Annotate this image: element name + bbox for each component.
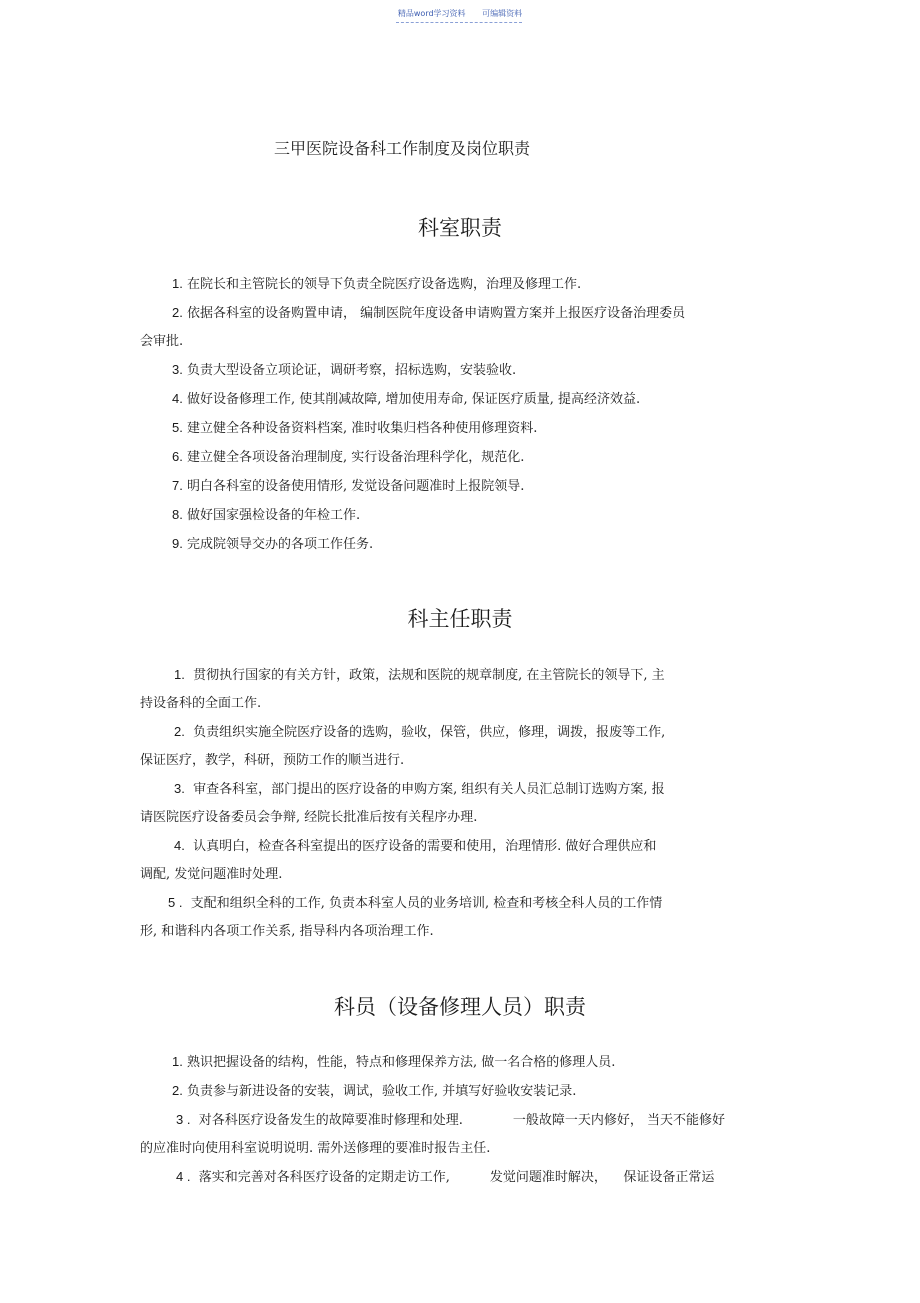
section-title-office-duties: 科室职责 bbox=[418, 216, 502, 240]
list-item: 1. 在院长和主管院长的领导下负责全院医疗设备选购，治理及修理工作. bbox=[172, 276, 582, 292]
list-item-continuation: 形, 和谐科内各项工作关系, 指导科内各项治理工作. bbox=[140, 924, 434, 939]
list-item: 2. 负责组织实施全院医疗设备的选购，验收，保管，供应，修理，调拨，报废等工作, bbox=[174, 724, 666, 740]
header-left-text: 精品word学习资料 bbox=[397, 9, 466, 18]
list-item: 2. 负责参与新进设备的安装，调试，验收工作, 并填写好验收安装记录. bbox=[172, 1083, 577, 1099]
list-item-continuation: 会审批. bbox=[140, 334, 184, 349]
section-title-director-duties: 科主任职责 bbox=[407, 607, 513, 631]
list-item: 3. 负责大型设备立项论证，调研考察，招标选购，安装验收. bbox=[172, 362, 517, 378]
list-item-continuation: 持设备科的全面工作. bbox=[140, 696, 262, 711]
list-item: 2. 依据各科室的设备购置申请， 编制医院年度设备申请购置方案并上报医疗设备治理委员 bbox=[172, 305, 686, 321]
list-item: 9. 完成院领导交办的各项工作任务. bbox=[172, 536, 374, 552]
header-right-text: 可编辑资料 bbox=[482, 9, 523, 18]
list-item-continuation: 保证医疗，教学，科研，预防工作的顺当进行. bbox=[140, 753, 405, 768]
list-item: 3. 审查各科室，部门提出的医疗设备的申购方案, 组织有关人员汇总制订选购方案, 报 bbox=[174, 781, 665, 797]
list-item-continuation: 的应准时向使用科室说明说明. 需外送修理的要准时报告主任. bbox=[140, 1141, 491, 1156]
list-item: 5 . 支配和组织全科的工作, 负责本科室人员的业务培训, 检查和考核全科人员的工作情 bbox=[168, 895, 663, 911]
list-item: 3 . 对各科医疗设备发生的故障要准时修理和处理. 一般故障一天内修好， 当天不能修好 bbox=[176, 1112, 726, 1128]
list-item: 1. 熟识把握设备的结构，性能，特点和修理保养方法, 做一名合格的修理人员. bbox=[172, 1054, 616, 1070]
section-director-duties-list bbox=[140, 661, 780, 946]
section-title-staff-duties: 科员（设备修理人员）职责 bbox=[334, 995, 586, 1019]
list-item: 5. 建立健全各种设备资料档案, 准时收集归档各种使用修理资料. bbox=[172, 420, 538, 436]
page-header bbox=[0, 8, 920, 19]
list-item: 7. 明白各科室的设备使用情形, 发觉设备问题准时上报院领导. bbox=[172, 478, 525, 494]
document-title: 三甲医院设备科工作制度及岗位职责 bbox=[274, 139, 531, 158]
header-divider bbox=[396, 22, 522, 23]
list-item: 4. 做好设备修理工作, 使其削减故障, 增加使用寿命, 保证医疗质量, 提高经济效益. bbox=[172, 391, 641, 407]
section-office-duties-list bbox=[140, 270, 780, 559]
list-item-continuation: 调配, 发觉问题准时处理. bbox=[140, 867, 283, 882]
list-item: 4. 认真明白，检查各科室提出的医疗设备的需要和使用，治理情形. 做好合理供应和 bbox=[174, 838, 657, 854]
list-item: 6. 建立健全各项设备治理制度, 实行设备治理科学化，规范化. bbox=[172, 449, 525, 465]
list-item: 1. 贯彻执行国家的有关方针，政策，法规和医院的规章制度, 在主管院长的领导下, 主 bbox=[174, 667, 665, 683]
list-item: 4 . 落实和完善对各科医疗设备的定期走访工作, 发觉问题准时解决， 保证设备正常运 bbox=[176, 1169, 715, 1185]
list-item-continuation: 请医院医疗设备委员会争辩, 经院长批准后按有关程序办理. bbox=[140, 810, 478, 825]
section-staff-duties-list bbox=[140, 1048, 780, 1192]
list-item: 8. 做好国家强检设备的年检工作. bbox=[172, 507, 361, 523]
